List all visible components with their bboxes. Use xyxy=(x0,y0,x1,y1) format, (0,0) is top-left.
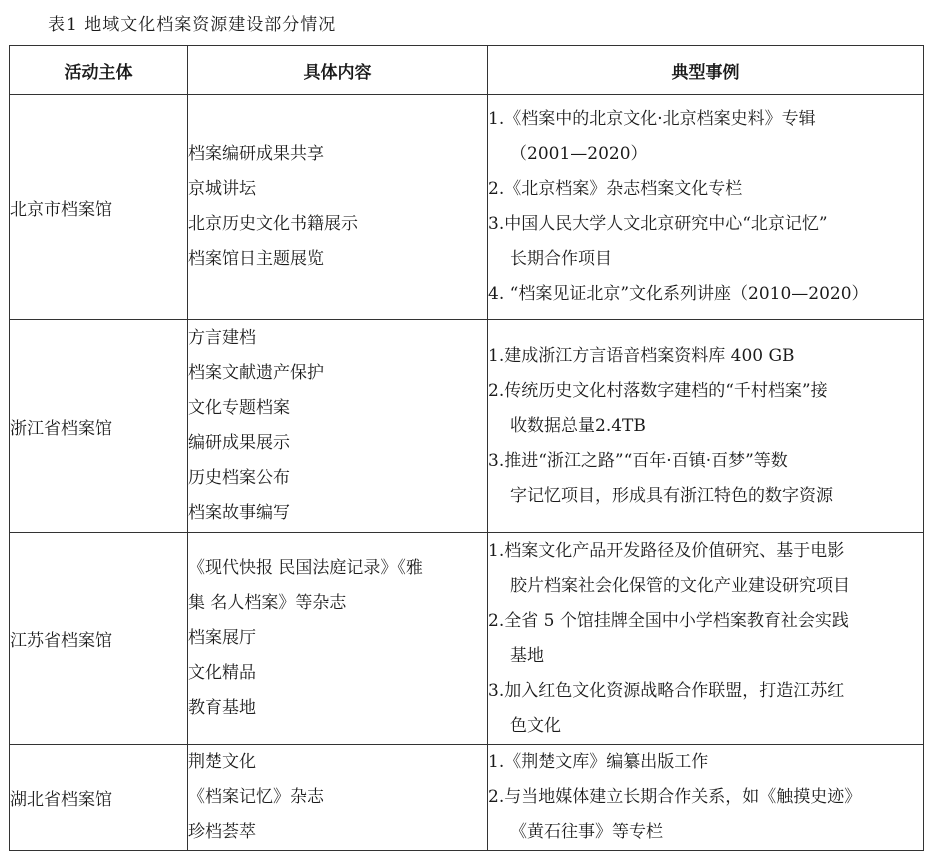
contents-cell xyxy=(188,533,488,745)
example-line: （2001—2020） xyxy=(510,144,648,164)
example-line: 2.与当地媒体建立长期合作关系，如《触摸史迹》 xyxy=(488,787,862,807)
example-line: 长期合作项目 xyxy=(510,249,612,269)
content-item: 档案展厅 xyxy=(188,628,256,648)
example-line: 基地 xyxy=(510,645,544,666)
example-line: 1.《档案中的北京文化·北京档案史料》专辑 xyxy=(488,109,816,129)
examples-cell xyxy=(488,745,924,851)
content-item: 北京历史文化书籍展示 xyxy=(188,214,358,234)
example-line: 2.传统历史文化村落数字建档的“千村档案”接 xyxy=(488,380,828,401)
table-caption: 表1 地域文化档案资源建设部分情况 xyxy=(48,15,337,35)
example-line: 色文化 xyxy=(510,715,561,736)
example-line: 1.建成浙江方言语音档案资料库 400 GB xyxy=(488,345,795,366)
content-item: 京城讲坛 xyxy=(188,179,256,199)
example-line: 收数据总量2.4TB xyxy=(510,415,646,436)
subject-cell: 湖北省档案馆 xyxy=(10,745,188,851)
examples-cell xyxy=(488,533,924,745)
subject-cell: 浙江省档案馆 xyxy=(10,320,188,533)
example-line: 字记忆项目，形成具有浙江特色的数字资源 xyxy=(510,485,833,506)
content-item: 档案馆日主题展览 xyxy=(188,249,324,269)
table-row xyxy=(10,533,924,745)
content-item: 档案编研成果共享 xyxy=(188,144,324,164)
content-item: 文化专题档案 xyxy=(188,398,290,418)
example-line: 4. “档案见证北京”文化系列讲座（2010—2020） xyxy=(488,284,869,304)
table-row xyxy=(10,95,924,320)
content-item: 教育基地 xyxy=(188,698,256,718)
content-item: 编研成果展示 xyxy=(188,433,290,453)
examples-cell xyxy=(488,320,924,533)
content-item: 档案故事编写 xyxy=(188,503,290,523)
example-line: 1.《荆楚文库》编纂出版工作 xyxy=(488,752,709,772)
header-subject: 活动主体 xyxy=(10,46,188,95)
contents-cell xyxy=(188,745,488,851)
table-row xyxy=(10,745,924,851)
content-item: 《档案记忆》杂志 xyxy=(188,787,324,807)
content-item: 集 名人档案》等杂志 xyxy=(188,593,347,613)
example-line: 2.《北京档案》杂志档案文化专栏 xyxy=(488,179,743,199)
header-contents: 具体内容 xyxy=(188,46,488,95)
example-line: 3.推进“浙江之路”“百年·百镇·百梦”等数 xyxy=(488,450,788,471)
example-line: 胶片档案社会化保管的文化产业建设研究项目 xyxy=(510,575,850,596)
contents-cell xyxy=(188,95,488,320)
example-line: 3.加入红色文化资源战略合作联盟，打造江苏红 xyxy=(488,680,845,701)
subject-cell: 江苏省档案馆 xyxy=(10,533,188,745)
archive-table xyxy=(9,45,924,851)
examples-cell xyxy=(488,95,924,320)
example-line: 2.全省 5 个馆挂牌全国中小学档案教育社会实践 xyxy=(488,610,849,631)
example-line: 3.中国人民大学人文北京研究中心“北京记忆” xyxy=(488,214,828,234)
content-item: 荆楚文化 xyxy=(188,752,256,772)
content-item: 档案文献遗产保护 xyxy=(188,363,324,383)
table-row xyxy=(10,320,924,533)
content-item: 珍档荟萃 xyxy=(188,822,256,842)
content-item: 文化精品 xyxy=(188,663,256,683)
contents-cell xyxy=(188,320,488,533)
subject-cell: 北京市档案馆 xyxy=(10,95,188,320)
header-row xyxy=(10,46,924,95)
header-examples: 典型事例 xyxy=(488,46,924,95)
content-item: 《现代快报 民国法庭记录》《雅 xyxy=(188,558,423,578)
content-item: 历史档案公布 xyxy=(188,468,290,488)
example-line: 《黄石往事》等专栏 xyxy=(510,822,663,842)
content-item: 方言建档 xyxy=(188,328,256,348)
example-line: 1.档案文化产品开发路径及价值研究、基于电影 xyxy=(488,540,845,561)
